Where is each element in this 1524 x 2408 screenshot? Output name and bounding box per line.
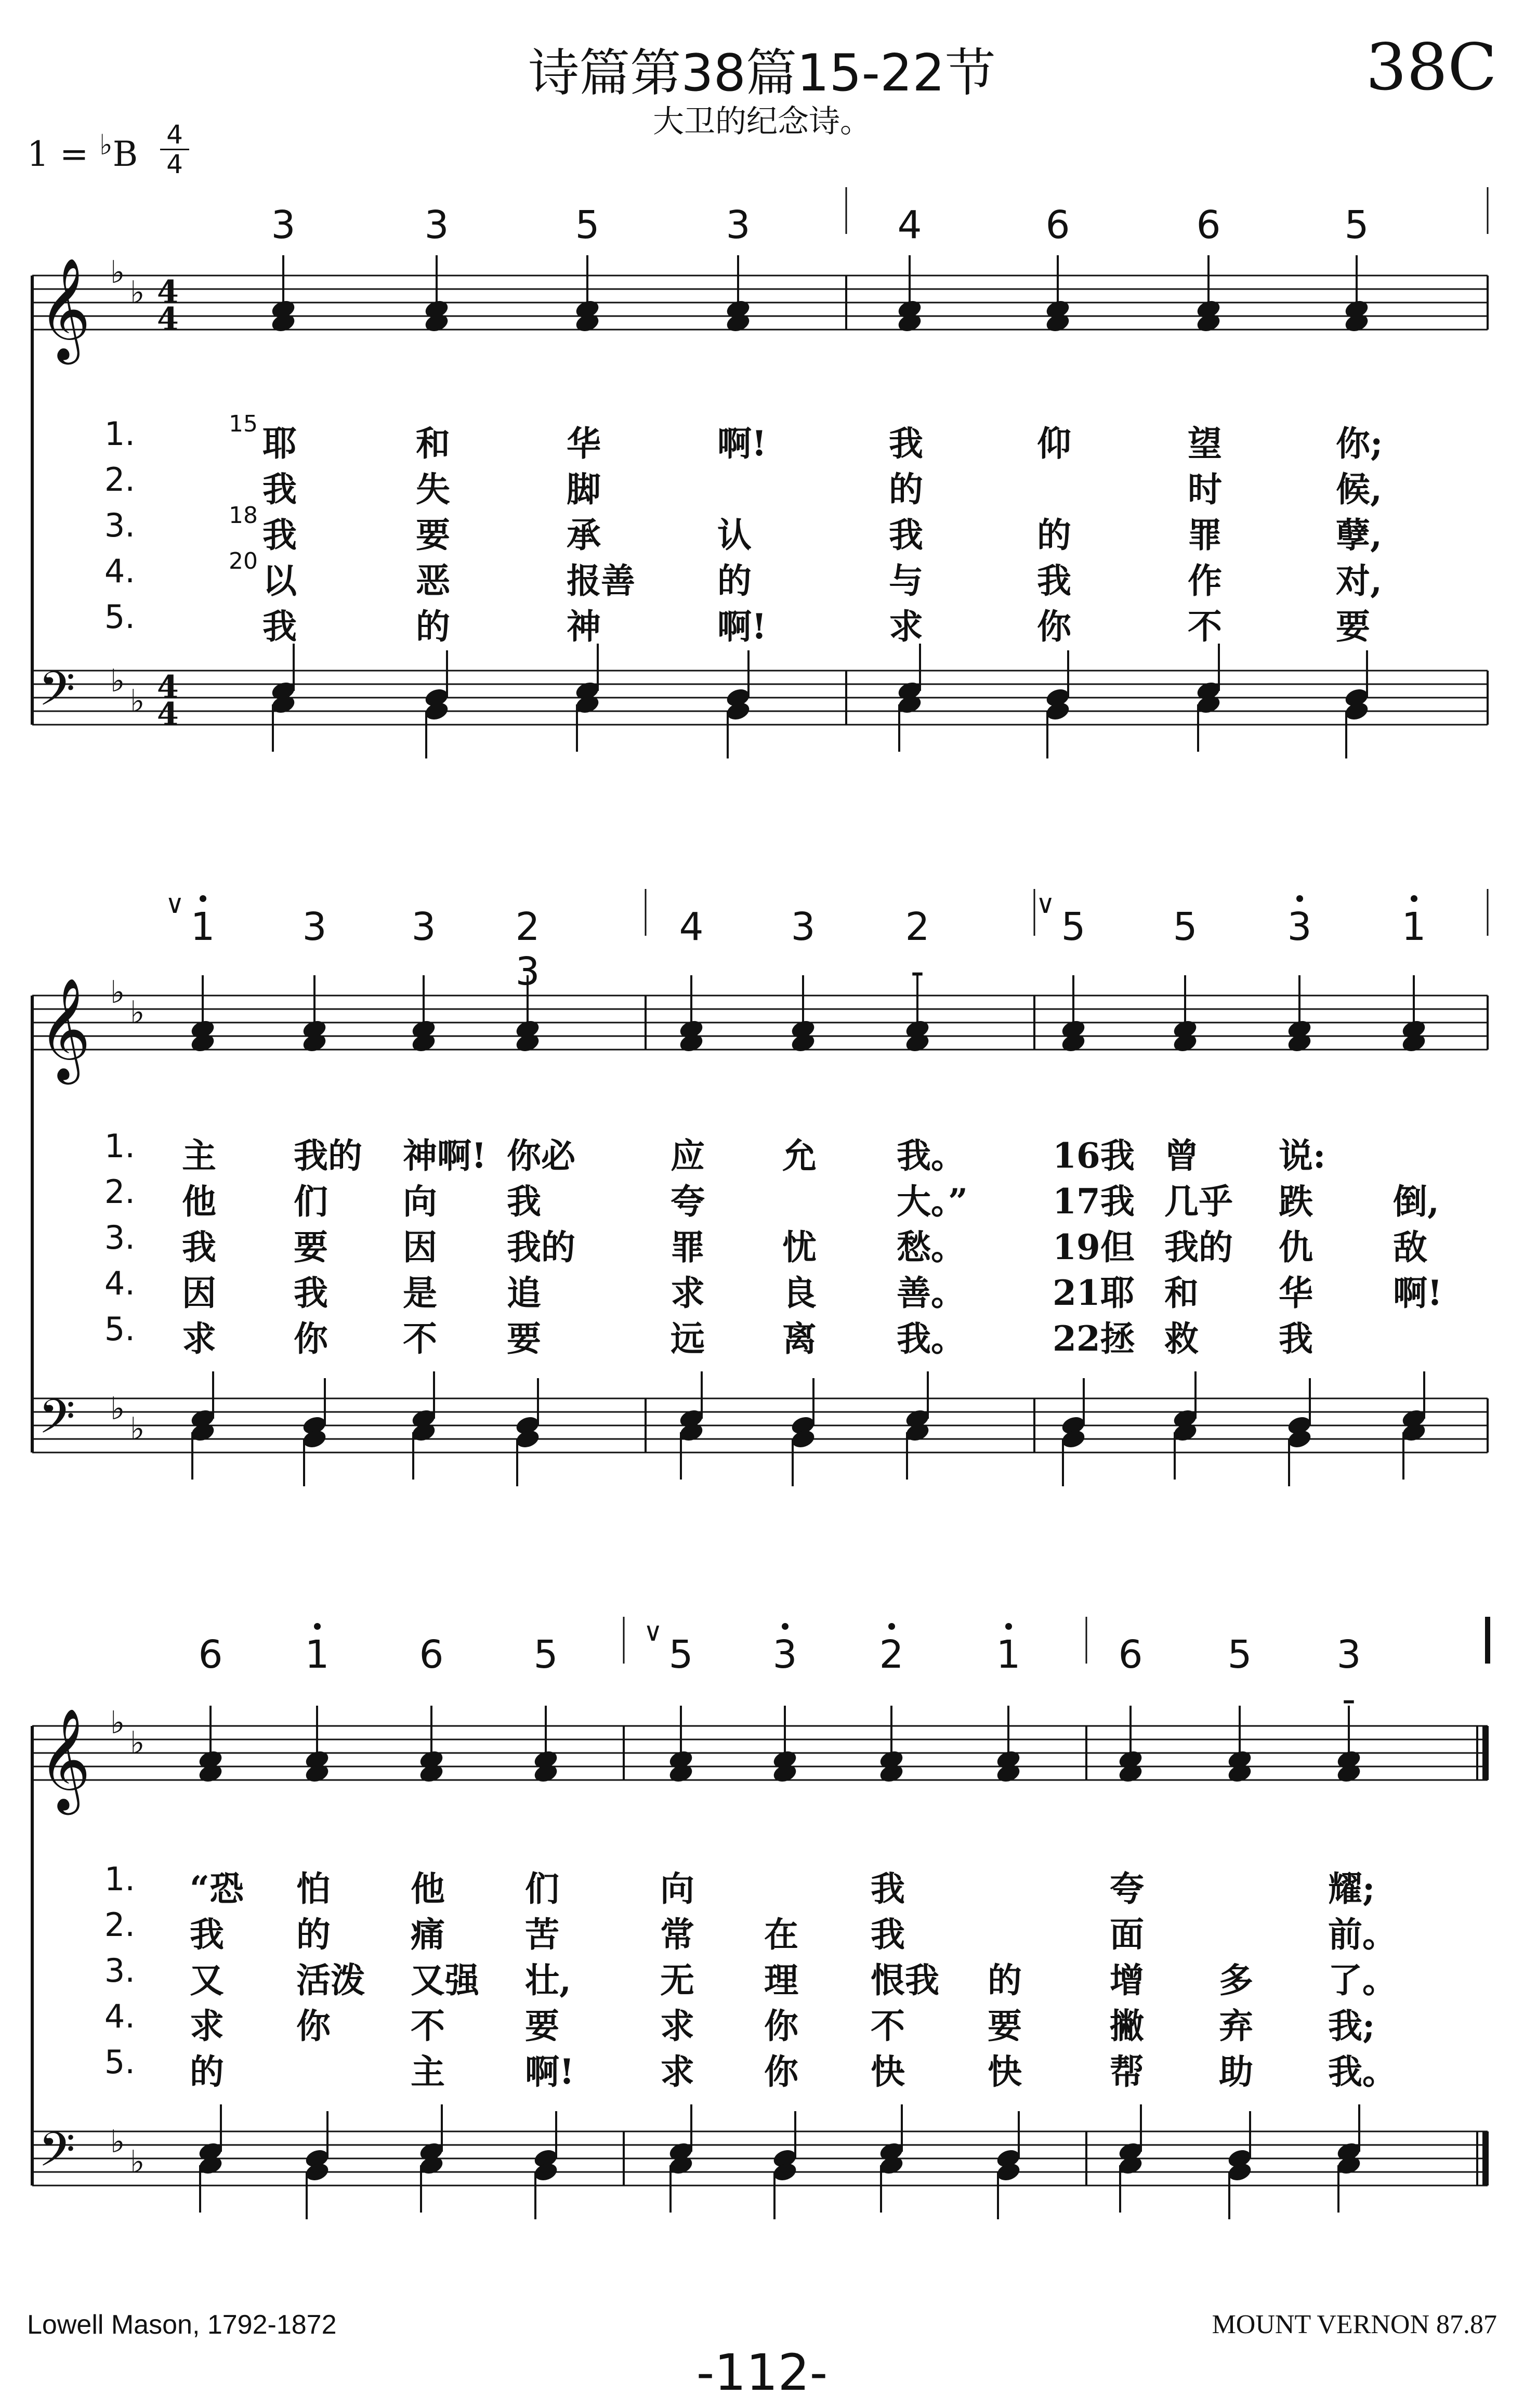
lyric-syllable: 我。 <box>897 1135 965 1176</box>
lyric-syllable: 我 <box>1279 1318 1313 1359</box>
lyric-syllable: 啊! <box>1393 1273 1442 1313</box>
composer-credit: Lowell Mason, 1792-1872 <box>27 2310 337 2340</box>
jianpu-note: 6 <box>1196 203 1221 247</box>
lyric-syllable: 的 <box>717 560 752 601</box>
time-sig-bottom: 4 <box>157 301 179 337</box>
lyric-syllable: 你 <box>1037 606 1071 647</box>
lyric-syllable: 与 <box>889 560 923 601</box>
lyric-syllable: 痛 <box>411 1914 445 1955</box>
lyric-syllable: 我 <box>262 606 297 647</box>
lyric-syllable: 我的 <box>1164 1227 1233 1267</box>
lyric-syllable: 你 <box>764 2051 798 2092</box>
lyric-syllable: 恶 <box>416 560 450 601</box>
lyric-syllable: 恨我 <box>871 1960 939 2000</box>
lyric-syllable: 要 <box>416 515 450 555</box>
bass-clef-icon: 𝄢 <box>38 1389 75 1456</box>
lyric-syllable: 神啊! <box>403 1135 487 1176</box>
treble-clef-icon: 𝄞 <box>38 1708 91 1811</box>
verse-superscript: 20 <box>229 548 258 574</box>
lyric-syllable: 的 <box>296 1914 331 1955</box>
lyric-syllable: 敌 <box>1393 1227 1427 1267</box>
flat-icon: ♭ <box>130 1411 145 1447</box>
lyric-syllable: 应 <box>671 1135 705 1176</box>
flat-icon: ♭ <box>130 274 145 311</box>
lyric-syllable: 啊! <box>525 2051 574 2092</box>
lyric-syllable: 活泼 <box>296 1960 365 2000</box>
lyric-syllable: “恐 <box>190 1868 244 1909</box>
breath-mark-icon: ∨ <box>165 889 185 919</box>
lyric-syllable: 19但 <box>1053 1227 1135 1267</box>
lyric-syllable: 善。 <box>897 1273 965 1313</box>
flat-icon: ♭ <box>130 2144 145 2180</box>
verse-number: 4. <box>104 1264 135 1302</box>
lyric-syllable: 报善 <box>567 560 635 601</box>
lyric-syllable: 撇 <box>1110 2006 1144 2046</box>
lyric-syllable: 求 <box>190 2006 224 2046</box>
lyric-syllable: 理 <box>764 1960 798 2000</box>
lyric-syllable: 离 <box>782 1318 817 1359</box>
lyric-syllable: 我 <box>889 423 923 464</box>
lyric-syllable: 我 <box>871 1868 905 1909</box>
lyric-syllable: 多 <box>1219 1960 1253 2000</box>
lyric-syllable: 夸 <box>1110 1868 1144 1909</box>
jianpu-note: 5 <box>1061 905 1086 949</box>
high-octave-dot-icon <box>782 1623 789 1630</box>
lyric-syllable: 我 <box>262 469 297 509</box>
verse-number: 2. <box>104 1906 135 1944</box>
lyric-syllable: 22拯 <box>1053 1318 1135 1359</box>
jianpu-note: 1 <box>1401 905 1426 949</box>
lyric-syllable: 主 <box>182 1135 216 1176</box>
lyric-syllable: 承 <box>567 515 601 555</box>
verse-number: 1. <box>104 415 135 453</box>
lyric-syllable: 要 <box>294 1227 328 1267</box>
time-sig-top: 4 <box>157 669 179 705</box>
lyric-syllable: 华 <box>567 423 601 464</box>
tune-name: MOUNT VERNON 87.87 <box>1212 2310 1497 2339</box>
jianpu-note: 3 <box>772 1632 797 1677</box>
lyric-syllable: 对, <box>1336 560 1382 601</box>
lyric-syllable: 的 <box>416 606 450 647</box>
lyric-syllable: 我 <box>190 1914 224 1955</box>
lyric-syllable: 我 <box>294 1273 328 1313</box>
lyric-syllable: 弃 <box>1219 2006 1253 2046</box>
lyric-syllable: 帮 <box>1110 2051 1144 2092</box>
lyric-syllable: 耀; <box>1328 1868 1375 1909</box>
lyric-syllable: 要 <box>507 1318 541 1359</box>
verse-number: 1. <box>104 1860 135 1898</box>
lyric-syllable: 求 <box>660 2006 694 2046</box>
verse-number: 3. <box>104 506 135 544</box>
lyric-syllable: 不 <box>1188 606 1222 647</box>
lyric-syllable: 失 <box>416 469 450 509</box>
lyric-syllable: 追 <box>507 1273 541 1313</box>
lyric-syllable: 仰 <box>1037 423 1071 464</box>
lyric-syllable: 向 <box>660 1868 694 1909</box>
lyric-syllable: 面 <box>1110 1914 1144 1955</box>
lyric-syllable: 啊! <box>717 606 767 647</box>
jianpu-note: 1 <box>190 905 215 949</box>
flat-icon: ♭ <box>130 994 145 1031</box>
jianpu-note: 2 3 <box>515 905 540 994</box>
lyric-syllable: 时 <box>1188 469 1222 509</box>
lyric-syllable: 的 <box>988 1960 1022 2000</box>
lyric-syllable: 前。 <box>1328 1914 1397 1955</box>
jianpu-note: 3 <box>791 905 816 949</box>
lyric-syllable: 17我 <box>1053 1181 1135 1222</box>
lyric-syllable: 要 <box>525 2006 559 2046</box>
flat-icon: ♭ <box>110 254 125 291</box>
lyric-syllable: 向 <box>403 1181 437 1222</box>
page-title: 诗篇第38篇15-22节 <box>528 44 996 103</box>
high-octave-dot-icon <box>1296 895 1303 902</box>
jianpu-note: 5 <box>575 203 600 247</box>
high-octave-dot-icon <box>1005 1623 1012 1630</box>
lyric-syllable: 和 <box>1164 1273 1199 1313</box>
jianpu-note: 2 <box>879 1632 904 1677</box>
verse-number: 5. <box>104 2043 135 2081</box>
lyric-syllable: 倒, <box>1393 1181 1439 1222</box>
time-sig-top: 4 <box>157 274 179 310</box>
lyric-syllable: 我的 <box>507 1227 575 1267</box>
treble-clef-icon: 𝄞 <box>38 977 91 1080</box>
page-number: -112- <box>696 2344 828 2402</box>
lyric-syllable: 你必 <box>507 1135 575 1176</box>
jianpu-note: 5 <box>668 1632 693 1677</box>
lyric-syllable: 了。 <box>1328 1960 1397 2000</box>
lyric-syllable: 救 <box>1164 1318 1199 1359</box>
lyric-syllable: 我 <box>182 1227 216 1267</box>
high-octave-dot-icon <box>314 1623 321 1630</box>
key-note: B <box>112 134 138 174</box>
lyric-syllable: 求 <box>660 2051 694 2092</box>
lyric-syllable: 因 <box>403 1227 437 1267</box>
lyric-syllable: 常 <box>660 1914 694 1955</box>
lyric-syllable: 苦 <box>525 1914 559 1955</box>
verse-superscript: 15 <box>229 411 258 437</box>
time-denominator: 4 <box>160 149 189 178</box>
jianpu-note: 5 <box>533 1632 558 1677</box>
lyric-syllable: 我 <box>871 1914 905 1955</box>
flat-icon: ♭ <box>110 974 125 1011</box>
jianpu-note: 1 <box>305 1632 330 1677</box>
lyric-syllable: 们 <box>525 1868 559 1909</box>
lyric-syllable: 快 <box>988 2051 1022 2092</box>
lyric-syllable: 耶 <box>262 423 297 464</box>
verse-number: 5. <box>104 598 135 636</box>
jianpu-note: 6 <box>1045 203 1070 247</box>
lyric-syllable: 我 <box>507 1181 541 1222</box>
high-octave-dot-icon <box>200 895 206 902</box>
jianpu-note: 5 <box>1227 1632 1252 1677</box>
lyric-syllable: 忧 <box>782 1227 817 1267</box>
flat-icon: ♭ <box>130 1725 145 1761</box>
lyric-syllable: 不 <box>871 2006 905 2046</box>
lyric-syllable: 你 <box>294 1318 328 1359</box>
lyric-syllable: 要 <box>1336 606 1370 647</box>
jianpu-note: 6 <box>419 1632 444 1677</box>
jianpu-note: 3 <box>302 905 327 949</box>
jianpu-note: 5 <box>1344 203 1369 247</box>
verse-number: 5. <box>104 1310 135 1348</box>
lyric-syllable: 我 <box>1037 560 1071 601</box>
lyric-syllable: 望 <box>1188 423 1222 464</box>
lyric-syllable: 曾 <box>1164 1135 1199 1176</box>
jianpu-note: 4 <box>897 203 922 247</box>
jianpu-note: 3 <box>271 203 296 247</box>
lyric-syllable: 无 <box>660 1960 694 2000</box>
lyric-syllable: 愁。 <box>897 1227 965 1267</box>
lyric-syllable: 不 <box>411 2006 445 2046</box>
breath-mark-icon: ∨ <box>643 1617 663 1647</box>
lyric-syllable: 认 <box>717 515 752 555</box>
lyric-syllable: 16我 <box>1053 1135 1135 1176</box>
verse-number: 3. <box>104 1219 135 1257</box>
lyric-syllable: 孽, <box>1336 515 1382 555</box>
flat-icon: ♭ <box>110 663 125 699</box>
lyric-syllable: 罪 <box>1188 515 1222 555</box>
time-numerator: 4 <box>166 120 183 150</box>
lyric-syllable: 我; <box>1328 2006 1375 2046</box>
lyric-syllable: 主 <box>411 2051 445 2092</box>
lyric-syllable: 是 <box>403 1273 437 1313</box>
lyric-syllable: 我 <box>889 515 923 555</box>
verse-number: 4. <box>104 1997 135 2035</box>
lyric-syllable: 增 <box>1110 1960 1144 2000</box>
lyric-syllable: 在 <box>764 1914 798 1955</box>
jianpu-note: 3 <box>411 905 436 949</box>
lyric-syllable: 良 <box>782 1273 817 1313</box>
jianpu-note: 5 <box>1173 905 1198 949</box>
jianpu-note: 2 - <box>905 905 930 994</box>
lyric-syllable: 我。 <box>897 1318 965 1359</box>
treble-clef-icon: 𝄞 <box>38 257 91 360</box>
lyric-syllable: 助 <box>1219 2051 1253 2092</box>
flat-icon: ♭ <box>110 1705 125 1741</box>
flat-icon: ♭ <box>110 1391 125 1427</box>
jianpu-note: 3 <box>1287 905 1312 949</box>
lyric-syllable: 求 <box>889 606 923 647</box>
lyric-syllable: 的 <box>889 469 923 509</box>
bass-clef-icon: 𝄢 <box>38 2122 75 2189</box>
bass-clef-icon: 𝄢 <box>38 661 75 728</box>
lyric-syllable: 以 <box>262 560 297 601</box>
lyric-syllable: 啊! <box>717 423 767 464</box>
key-prefix: 1 = <box>27 134 100 174</box>
lyric-syllable: 仇 <box>1279 1227 1313 1267</box>
verse-number: 2. <box>104 461 135 499</box>
lyric-syllable: 又强 <box>411 1960 479 2000</box>
lyric-syllable: 候, <box>1336 469 1382 509</box>
page-subtitle: 大卫的纪念诗。 <box>653 103 871 140</box>
lyric-syllable: 要 <box>988 2006 1022 2046</box>
lyric-syllable: 21耶 <box>1053 1273 1135 1313</box>
lyric-syllable: 我的 <box>294 1135 362 1176</box>
breath-mark-icon: ∨ <box>1036 889 1055 919</box>
jianpu-note: 3 <box>726 203 751 247</box>
lyric-syllable: 的 <box>190 2051 224 2092</box>
flat-icon: ♭ <box>130 683 145 719</box>
lyric-syllable: 作 <box>1188 560 1222 601</box>
verse-number: 4. <box>104 552 135 590</box>
lyric-syllable: 们 <box>294 1181 328 1222</box>
jianpu-note: 3 <box>424 203 449 247</box>
jianpu-note: 6 <box>198 1632 223 1677</box>
flat-icon: ♭ <box>110 2124 125 2160</box>
lyric-syllable: 求 <box>671 1273 705 1313</box>
jianpu-note: 1 <box>996 1632 1021 1677</box>
hymn-number: 38C <box>1365 30 1497 105</box>
lyric-syllable: 说: <box>1279 1135 1326 1176</box>
lyric-syllable: 脚 <box>567 469 601 509</box>
lyric-syllable: 神 <box>567 606 601 647</box>
jianpu-note: 4 <box>679 905 704 949</box>
lyric-syllable: 夸 <box>671 1181 705 1222</box>
lyric-syllable: 你 <box>296 2006 331 2046</box>
lyric-syllable: 求 <box>182 1318 216 1359</box>
high-octave-dot-icon <box>888 1623 895 1630</box>
lyric-syllable: 允 <box>782 1135 817 1176</box>
lyric-syllable: 跌 <box>1279 1181 1313 1222</box>
lyric-syllable: 壮, <box>525 1960 571 2000</box>
lyric-syllable: 他 <box>182 1181 216 1222</box>
lyric-syllable: 的 <box>1037 515 1071 555</box>
lyric-syllable: 又 <box>190 1960 224 2000</box>
lyric-syllable: 罪 <box>671 1227 705 1267</box>
flat-symbol: ♭ <box>99 128 113 161</box>
verse-number: 1. <box>104 1127 135 1165</box>
lyric-syllable: 大。” <box>897 1181 968 1222</box>
lyric-syllable: 远 <box>671 1318 705 1359</box>
lyric-syllable: 你 <box>764 2006 798 2046</box>
verse-number: 2. <box>104 1173 135 1211</box>
lyric-syllable: 不 <box>403 1318 437 1359</box>
lyric-syllable: 我。 <box>1328 2051 1397 2092</box>
jianpu-note: 6 <box>1118 1632 1143 1677</box>
lyric-syllable: 快 <box>871 2051 905 2092</box>
verse-superscript: 18 <box>229 502 258 529</box>
lyric-syllable: 你; <box>1336 423 1383 464</box>
lyric-syllable: 我 <box>262 515 297 555</box>
lyric-syllable: 几乎 <box>1164 1181 1233 1222</box>
verse-number: 3. <box>104 1952 135 1990</box>
lyric-syllable: 华 <box>1279 1273 1313 1313</box>
lyric-syllable: 和 <box>416 423 450 464</box>
lyric-syllable: 因 <box>182 1273 216 1313</box>
lyric-syllable: 他 <box>411 1868 445 1909</box>
lyric-syllable: 怕 <box>296 1868 331 1909</box>
jianpu-note: 3 - <box>1336 1632 1361 1722</box>
time-sig-bottom: 4 <box>157 696 179 732</box>
high-octave-dot-icon <box>1411 895 1417 902</box>
